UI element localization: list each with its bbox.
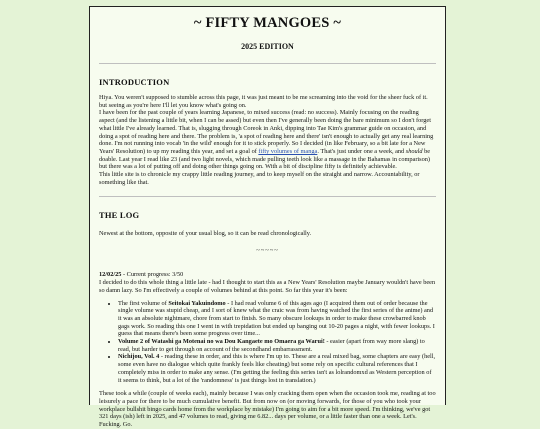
page-container — [89, 6, 446, 429]
manga-goal-link[interactable]: fifty volumes of manga — [258, 147, 318, 155]
divider-rule — [99, 196, 436, 197]
entry-date: 12/02/25 — [99, 271, 122, 279]
log-heading: THE LOG — [99, 210, 140, 221]
book-title: Volume 2 of Watashi ga Motenai no wa Dou Kangaete mo Omaera ga Warui! — [118, 338, 325, 346]
book-title: Nichijou, Vol. 4 — [118, 353, 160, 361]
intro-paragraph-1: Hiya. You weren't supposed to stumble across this page, it was just meant to be me screaming into the void for the sheer fuck of it. but seeing as you're here I'll let you know what's going on. — [99, 94, 428, 109]
intro-heading: INTRODUCTION — [99, 77, 170, 87]
book-list-item — [118, 300, 436, 339]
intro-paragraph-2 — [99, 109, 436, 171]
emphasis-text: should — [405, 147, 423, 155]
intro-text: be doable. Last year I read like 23 (and two light novels, which made pulling teeth look like a massage in the Bahamas in comparison) but there was a lot of putting off and doing other things going on. With a bit of discipline fifty is definitely achievable. — [99, 147, 431, 171]
log-intro-text: Newest at the bottom, opposite of your usual blog, so it can be read chronologically. — [99, 230, 312, 238]
entry-header — [99, 271, 436, 279]
book-note: - reading these in order, and this is where I'm up to. These are a real mixed bag, some chapters are easy (hell, some even have no dialogue which quite frankly feels like cheating) but some rely on specific cultural references that I completely miss in order to make any sense. (I'm getting the feeling this series isn't as lolrandomxd as Western perception of it seems to think, but a lot of the 'randomness' is just things lost in translation.) — [118, 353, 436, 384]
site-title: ~ FIFTY MANGOES ~ — [193, 15, 342, 31]
intro-text: . That's just under one a week, and — [317, 147, 406, 155]
edition-subtitle: 2025 EDITION — [241, 42, 294, 51]
intro-text: I have been for the past couple of years learning Japanese, to mixed success (read: no success). Mainly focusing on the reading aspect (and the listening a little bit, when I can be assed) but even then I've generally been doing the bare minimum so I don't forget what little I've already learned. That is, slugging through Coreok in Anki, dipping into Tae Kim's grammar guide on occasion, and doing a spot of reading here and there. The problem is, 'a spot of reading here and there' isn't enough to actually get any real learning done. I'm not running into vocab 'in the wild' enough for it to stick properly. So I decided (in like February, so a bit late for a New Years' Resolution) to up my reading this year, and set a goal of — [99, 109, 434, 155]
book-intro-text: The first volume of — [118, 299, 169, 307]
book-list-item — [118, 353, 436, 384]
entry-closing-paragraph: These took a while (couple of weeks each), mainly because I was only cracking them open when the occasion took me, reading at too leisurely a pace for there to be much cumulative benefit. But from now on (or moving forwards, for those of you who took your workplace bullshit bingo cards home from the workplace by mistake) I'm going to aim for a bit more speed. I'm thinking, we've got 321 days (ish) left in 2025, and 47 volumes to read, giving me 6.82... days per volume, or a little faster than one a week. Let's. Fucking. Go. — [99, 390, 436, 429]
book-note: - I had read volume 6 of this ages ago (I acquired them out of order because the single volume was stupid cheap, and I sort of knew what the craic was from having watched the first series of the anime) and it was an absolute nightmare, chore from start to finish. So many obscure lookups in order to make these crowbarred knob gags work. So reading this one I went in with trepidation but ended up banging out 10-20 pages a night, with fewer lookups. I guess that means there's been some progress over time... — [118, 299, 435, 338]
book-list-item — [118, 338, 436, 353]
intro-section — [99, 94, 436, 186]
intro-paragraph-3: This little site is to chronicle my crappy little reading journey, and to keep myself on the straight and narrow. Accountability, or something like that. — [99, 171, 420, 186]
entry-after-text — [99, 390, 436, 429]
book-title: Seitokai Yakuindomo — [168, 299, 226, 307]
book-note: - easier (apart from way more slang) to read, but harder to get through on account of the secondhand embarrassment. — [118, 338, 425, 353]
squiggle-divider: ~~~~~ — [256, 247, 279, 255]
log-entry — [99, 271, 436, 428]
divider-rule — [99, 63, 436, 64]
entry-text: I decided to do this whole thing a little late - had I thought to start this as a New Years' Resolution maybe January wouldn't have been so damn lazy. So I'm effectively a couple of volumes behind at this point. So far this year it's been: — [99, 279, 436, 294]
book-list — [99, 300, 436, 385]
entry-progress: - Current progress: 3/50 — [121, 271, 184, 279]
